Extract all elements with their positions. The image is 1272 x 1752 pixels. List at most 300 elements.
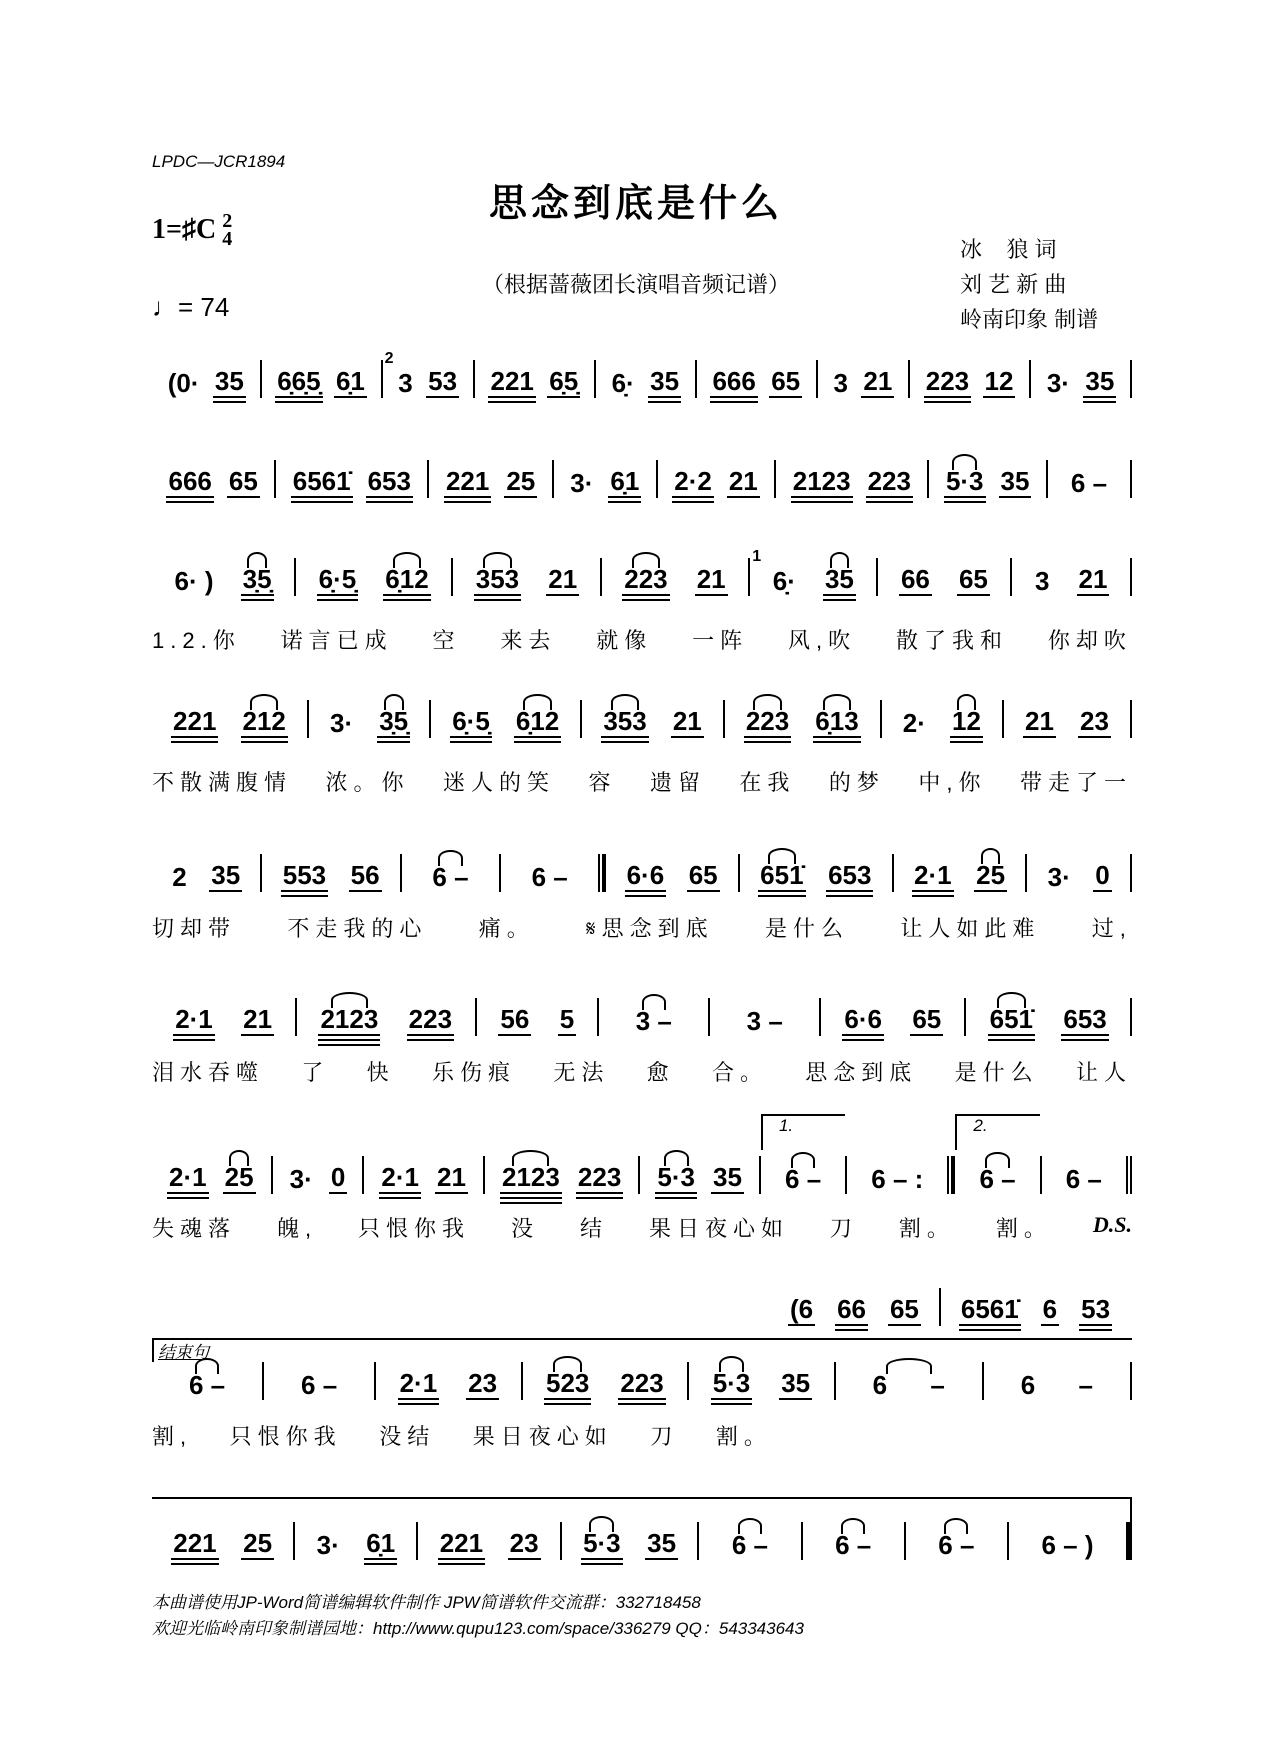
measure (1010, 558, 1132, 596)
note-group: 6̣13 (813, 706, 860, 738)
note-group: 35 (647, 1528, 677, 1558)
lyric-segment: 诺言已成 (280, 628, 393, 653)
measure (580, 700, 722, 738)
lyric-segment: 割。 (995, 1216, 1052, 1241)
measure (473, 360, 594, 398)
note-group: 3· (316, 1530, 340, 1560)
note-group: 3̣5̣ (377, 706, 410, 738)
lyric-segment: 只恨你我 (229, 1424, 342, 1449)
note-group: 3 (398, 368, 413, 398)
lyric-segment: 刀 (650, 1424, 679, 1449)
lyric-segment: 思念到底 (805, 1060, 918, 1085)
note-group: 5·3 (655, 1162, 697, 1194)
lyric-segment: 果日夜心如 (648, 1216, 789, 1241)
note-group: 353 (601, 706, 648, 738)
measure (774, 460, 927, 498)
measure (416, 1522, 559, 1560)
note-group: 53 (1081, 1294, 1111, 1324)
note-group: 651̇ (758, 860, 805, 892)
slur-arc (981, 848, 1001, 864)
measure (294, 558, 451, 596)
lyric-segment: 你却吹 (1047, 628, 1132, 653)
note-group: 35 (1000, 466, 1030, 496)
lyric-segment: 让人如此难 (900, 916, 1041, 941)
slur-arc (952, 454, 977, 470)
note-group: 6 – ) (1041, 1530, 1094, 1560)
slur-arc (250, 694, 278, 710)
measure (152, 1156, 271, 1194)
slur-arc (997, 992, 1025, 1008)
lyric-segment: 无法 (553, 1060, 610, 1085)
note-group: 653 (367, 466, 411, 496)
note-group: 35 (214, 366, 244, 396)
note-group: 223 (620, 1368, 664, 1398)
slur-arc (393, 552, 421, 568)
lyric-segment: 让人 (1075, 1060, 1132, 1085)
lyric-segment: 是什么 (765, 916, 850, 941)
repeat-mark: 1 (752, 548, 762, 565)
measure (801, 1522, 904, 1560)
repeat-mark: 2 (384, 350, 394, 367)
note-group: 21 (437, 1162, 466, 1192)
measure (594, 360, 695, 398)
note-group: 6 (1042, 1294, 1058, 1324)
measure (499, 854, 604, 892)
measure (260, 360, 381, 398)
note-group: 3· (1047, 862, 1071, 892)
note-group: 6̣6̣5̣ (277, 366, 321, 396)
note-group: 223 (925, 366, 970, 396)
slur-arc (632, 552, 660, 568)
note-group: 6̣1 (366, 1528, 396, 1558)
subtitle: （根据蔷薇团长演唱音频记谱） (481, 272, 790, 297)
tempo-mark: ♩= 74 (152, 292, 230, 322)
time-top: 2 (222, 210, 233, 232)
measure (816, 360, 908, 398)
note-group: 6̣12 (514, 706, 561, 738)
measure (845, 1156, 953, 1194)
note-group: 6 – (871, 1370, 947, 1400)
note-group: 23 (1080, 706, 1109, 736)
note-group: 3 – (634, 1006, 674, 1036)
note-group: 523 (544, 1368, 591, 1400)
song-title: 思念到底是什么 (488, 180, 783, 225)
score-row (152, 1116, 1132, 1194)
measure (400, 854, 499, 892)
lyric-segment: 风,吹 (788, 628, 857, 653)
score-row (152, 460, 1132, 498)
note-group: 2·1 (914, 860, 952, 890)
lyric-segment: 散了我和 (896, 628, 1009, 653)
lyric-segment: 只恨你我 (358, 1216, 471, 1241)
measure (271, 1156, 363, 1194)
slur-arc (611, 694, 639, 710)
note-group: 35 (650, 366, 680, 396)
measure (656, 460, 774, 498)
measure (770, 1288, 939, 1326)
note-group: 6̣· (611, 368, 635, 398)
measure (1029, 360, 1132, 398)
lyrics-line (152, 912, 1132, 943)
note-group: 223 (622, 564, 669, 596)
slur-arc (229, 1150, 249, 1166)
lyric-segment: 没 (511, 1216, 540, 1241)
note-group: 6 – (430, 862, 470, 892)
lyric-segment: 泪水吞噬 (152, 1060, 265, 1085)
slur-arc (589, 1516, 614, 1532)
measure (697, 1522, 800, 1560)
measure (982, 1362, 1132, 1400)
measure (939, 1288, 1130, 1326)
note-group: 3̣5̣ (241, 564, 274, 596)
lyric-segment: 不走我的心 (287, 916, 428, 941)
note-group: 25 (243, 1528, 273, 1558)
note-group: 6· ) (174, 566, 214, 596)
lyric-segment: 是什么 (954, 1060, 1039, 1085)
slur-arc (642, 994, 666, 1010)
measure (293, 1522, 416, 1560)
slur-arc (830, 552, 850, 568)
slur-arc (331, 992, 368, 1008)
note-group: 6̣12 (383, 564, 430, 596)
measure (274, 460, 427, 498)
composer: 刘 艺 新 曲 (960, 272, 1067, 297)
score-code: LPDC—JCR1894 (152, 152, 286, 171)
note-group: 6 – (936, 1530, 976, 1560)
measure (604, 854, 738, 892)
measure (260, 854, 399, 892)
volta-number: 1. (778, 1116, 794, 1135)
note-group: 2123 (500, 1162, 562, 1194)
lyric-segment: 切却带 (152, 916, 237, 941)
note-group: 21 (863, 366, 893, 396)
lyric-segment: 过, (1091, 916, 1132, 941)
measure (759, 1116, 845, 1194)
lyric-segment: 来去 (500, 628, 557, 653)
lyric-segment: 空 (432, 628, 461, 653)
note-group: 65 (771, 366, 801, 396)
measure (876, 558, 1010, 596)
note-group: 3 – (746, 1006, 783, 1036)
score-row (152, 998, 1132, 1036)
note-group: 553 (282, 860, 327, 890)
note-group: 221 (173, 1528, 217, 1558)
lyric-segment: 𝄋思念到底 (586, 916, 714, 941)
footer-line-1: 本曲谱使用JP-Word简谱编辑软件制作 JPW简谱软件交流群：332718458 (152, 1593, 701, 1612)
slur-arc (384, 694, 404, 710)
note-group: 6 – (531, 862, 568, 892)
lyrics-line (152, 766, 1132, 797)
measure (427, 460, 551, 498)
note-group: 56 (350, 860, 380, 890)
note-group: 221 (490, 366, 534, 396)
measure (262, 1362, 374, 1400)
lyric-segment: 刀 (829, 1216, 858, 1241)
slur-arc (944, 1518, 968, 1534)
measure (560, 1522, 698, 1560)
note-group: 25 (506, 466, 536, 496)
measure (1046, 460, 1132, 498)
note-group: 35 (781, 1368, 811, 1398)
note-group: 56 (500, 1004, 530, 1034)
note-group: 6 – (783, 1164, 823, 1194)
note-group: 21 (548, 564, 578, 594)
note-group: 6·6 (626, 860, 665, 890)
note-group: 6̣1 (335, 366, 365, 396)
lyric-segment: 带走了一 (1019, 770, 1132, 795)
note-group: 12 (984, 366, 1014, 396)
note-group: 6 – (301, 1370, 338, 1400)
note-group: 3· (329, 708, 354, 738)
note-group: 25 (974, 860, 1007, 892)
slur-arc (553, 1356, 581, 1372)
score-row (152, 700, 1132, 738)
note-group: 2·1 (381, 1162, 419, 1192)
note-group: 65 (228, 466, 258, 496)
measure (1040, 1156, 1132, 1194)
note-group: 221 (445, 466, 490, 496)
score-row (152, 548, 1132, 596)
slur-arc (768, 848, 796, 864)
measure (152, 460, 274, 498)
key-label: 1=♯C (152, 214, 217, 245)
note-group: 21 (1025, 706, 1054, 736)
lyric-segment: 就像 (596, 628, 653, 653)
lyric-segment: 遗留 (649, 770, 706, 795)
score-row (770, 1288, 1130, 1326)
measure (307, 700, 429, 738)
slur-arc (438, 850, 462, 866)
lyric-segment: 痛。 (478, 916, 535, 941)
note-group: 21 (672, 706, 702, 736)
measure (381, 350, 473, 398)
note-group: 223 (408, 1004, 453, 1034)
score-row (152, 1522, 1132, 1560)
slur-arc (247, 552, 267, 568)
note-group: 6 – : (871, 1164, 924, 1194)
time-bottom: 4 (222, 228, 233, 250)
note-group: 3· (1046, 368, 1070, 398)
lyric-segment: 不散满腹情 (152, 770, 293, 795)
lyric-segment: 结 (579, 1216, 608, 1241)
note-group: 2123 (792, 466, 851, 496)
measure (483, 1156, 638, 1194)
note-group: 2·1 (175, 1004, 213, 1034)
note-group: 21 (1078, 564, 1108, 594)
lyrics-line (152, 1056, 1132, 1087)
lyrics-line (152, 1212, 1132, 1243)
note-group: (6 (789, 1294, 814, 1324)
note-group: 0 (1095, 860, 1110, 890)
lyric-segment: 的梦 (828, 770, 885, 795)
measure (819, 998, 964, 1036)
note-group: 3· (289, 1164, 313, 1194)
slur-arc (791, 1152, 815, 1168)
note-group: 6̣· (772, 566, 796, 596)
note-group: 35 (1085, 366, 1115, 396)
measure (362, 1156, 483, 1194)
lyric-segment: 割, (152, 1424, 193, 1449)
note-group: 666 (168, 466, 212, 496)
note-group: 221 (173, 706, 217, 736)
note-group: 2·1 (169, 1162, 207, 1192)
note-group: 21 (243, 1004, 273, 1034)
measure (723, 700, 880, 738)
lyric-segment: 失魂落 (152, 1216, 237, 1241)
lyric-segment: 愈 (646, 1060, 675, 1085)
note-group: 666 (712, 366, 756, 396)
measure (738, 854, 892, 892)
note-group: 5 (559, 1004, 575, 1034)
lyric-segment: 在我 (739, 770, 796, 795)
note-group: 21 (696, 564, 726, 594)
note-group: 6 – (977, 1164, 1017, 1194)
score-row (152, 1362, 1132, 1400)
note-group: 65 (889, 1294, 919, 1324)
volta-bracket (955, 1114, 1039, 1150)
slur-arc (841, 1518, 865, 1534)
note-group: 223 (867, 466, 911, 496)
measure (1025, 854, 1132, 892)
note-group: 35 (713, 1162, 742, 1192)
slur-arc (483, 552, 511, 568)
measure (152, 1522, 293, 1560)
note-group: 23 (509, 1528, 539, 1558)
note-group: 6 – (1070, 468, 1108, 498)
note-group: 65 (912, 1004, 942, 1034)
lyric-segment: 割。 (898, 1216, 955, 1241)
measure (964, 998, 1132, 1036)
measure (695, 360, 816, 398)
note-group: 65 (688, 860, 718, 890)
score-row (152, 854, 1132, 892)
measure (451, 558, 599, 596)
measure (927, 460, 1045, 498)
measure (834, 1362, 982, 1400)
lyric-segment: 割。 (715, 1424, 772, 1449)
measure (1002, 700, 1132, 738)
measure (748, 548, 876, 596)
measure (552, 460, 656, 498)
measure (600, 558, 748, 596)
measure (152, 558, 294, 596)
measure (152, 1362, 262, 1400)
slur-arc (512, 1150, 549, 1166)
measure (295, 998, 475, 1036)
note-group: 6561̇ (960, 1294, 1019, 1324)
note-group: 65 (958, 564, 988, 594)
note-group: 223 (744, 706, 791, 738)
lyrics-line (152, 624, 1132, 655)
lyricist: 冰 狼 词 (960, 237, 1057, 262)
note-group: 0 (330, 1162, 346, 1192)
note-group: 66 (900, 564, 930, 594)
lyric-segment: 迷人的笑 (442, 770, 555, 795)
note-group: 6̣·5̣ (452, 706, 490, 736)
note-group: 3 (833, 368, 849, 398)
measure (687, 1362, 833, 1400)
lyric-segment: D.S. (1092, 1212, 1132, 1237)
lyric-segment: 1.2.你 (152, 628, 241, 653)
lyric-segment: 一阵 (692, 628, 749, 653)
note-group: 653 (828, 860, 872, 890)
note-group: 653 (1063, 1004, 1107, 1034)
lyric-segment: 快 (366, 1060, 395, 1085)
note-group: (0· (167, 368, 200, 398)
measure (152, 854, 260, 892)
lyric-segment: 浓。你 (325, 770, 410, 795)
note-group: 66 (837, 1294, 866, 1324)
measure (892, 854, 1026, 892)
measure (152, 998, 295, 1036)
measure (908, 360, 1029, 398)
lyric-segment: 中,你 (918, 770, 987, 795)
note-group: 353 (474, 564, 521, 596)
measure (597, 998, 708, 1036)
measure (953, 1116, 1039, 1194)
note-group: 6̣5̣ (549, 366, 579, 396)
note-group: 53 (428, 366, 458, 396)
note-group: 6561̇ (292, 466, 351, 496)
note-group: 2·2 (674, 466, 712, 496)
final-bracket (152, 1497, 1132, 1523)
slur-arc (523, 694, 551, 710)
note-group: 221 (439, 1528, 484, 1558)
note-group: 6 – (1065, 1164, 1102, 1194)
note-group: 6 – (730, 1530, 770, 1560)
lyric-segment: 魄, (276, 1216, 318, 1241)
lyric-segment: 没结 (379, 1424, 436, 1449)
measure (638, 1156, 759, 1194)
slur-arc (195, 1358, 219, 1374)
volta-number: 2. (973, 1116, 988, 1135)
note-group: 3 (1034, 566, 1050, 596)
note-group: 651̇ (988, 1004, 1035, 1036)
ending-bracket (152, 1338, 1132, 1362)
credits (960, 232, 1098, 337)
slur-arc (886, 1358, 932, 1374)
note-group: 12 (950, 706, 983, 738)
measure (374, 1362, 520, 1400)
slur-arc (957, 694, 977, 710)
time-signature (222, 212, 232, 248)
note-group: 5·3 (711, 1368, 753, 1400)
slur-arc (985, 1152, 1009, 1168)
arranger: 岭南印象 制谱 (960, 307, 1099, 332)
note-group: 6 – (187, 1370, 227, 1400)
note-group: 6̣1 (610, 466, 640, 496)
note-group: 21 (728, 466, 758, 496)
note-group: 2·1 (399, 1368, 438, 1398)
lyric-segment: 容 (588, 770, 617, 795)
note-group: 3· (570, 468, 594, 498)
note-group: 25 (223, 1162, 256, 1194)
slur-arc (738, 1518, 762, 1534)
slur-arc (719, 1356, 744, 1372)
note-group: 6 – (833, 1530, 873, 1560)
ending-label: 结束句 (158, 1343, 209, 1362)
note-group: 2 (172, 862, 187, 892)
lyric-segment: 了 (301, 1060, 330, 1085)
slur-arc (664, 1150, 689, 1166)
note-group: 6 – (1020, 1370, 1094, 1400)
note-group: 223 (577, 1162, 622, 1192)
measure (1007, 1522, 1132, 1560)
note-group: 5·3 (944, 466, 986, 498)
note-group: 23 (468, 1368, 498, 1398)
note-group: 2123 (318, 1004, 380, 1036)
slur-arc (753, 694, 781, 710)
